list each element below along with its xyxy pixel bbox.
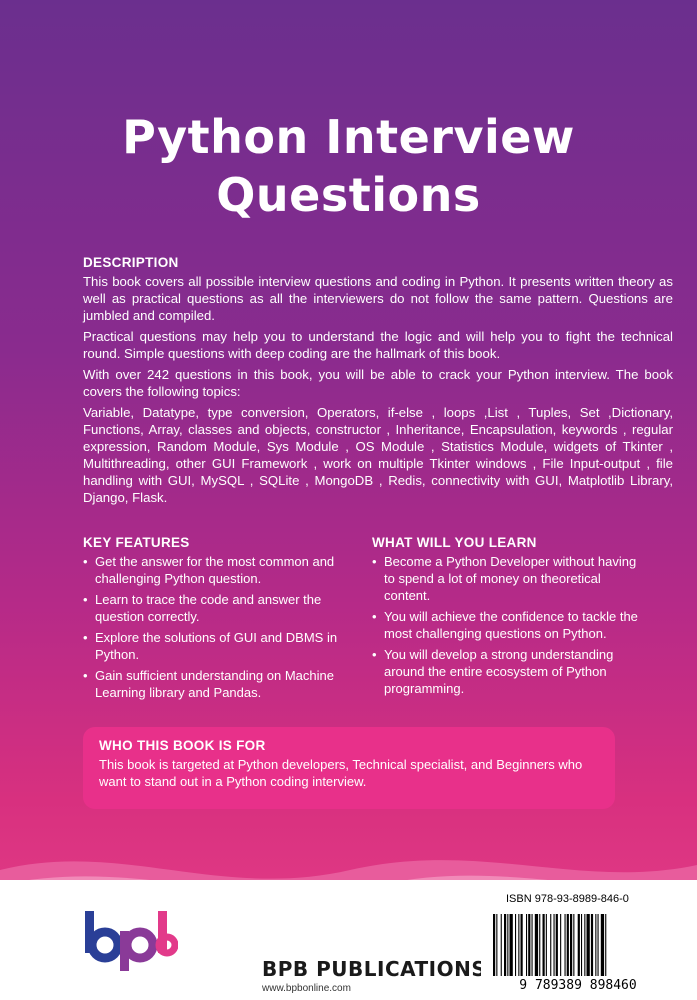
learn-heading: WHAT WILL YOU LEARN (372, 535, 537, 550)
barcode-bar (532, 914, 533, 976)
key-feature-item: • Learn to trace the code and answer the question correctly. (83, 591, 348, 625)
barcode-bar (578, 914, 580, 976)
barcode-bar (496, 914, 497, 976)
barcode-bar (560, 914, 561, 976)
barcode-bar (515, 914, 516, 976)
barcode-bar (521, 914, 523, 976)
barcode-digits: 9 789389 898460 (519, 978, 637, 992)
isbn-barcode (481, 910, 676, 992)
description-topics: Variable, Datatype, type conversion, Operators, if-else , loops ,List , Tuples, Set ,Dictionary, Functions, Array, classes and objects, constructor , Inheritance, Encapsulation, keywords , regular expression, Random Module, Sys Module , OS Module , Statistics Module, widgets of Tkinter , Multithreading, other GUI Framework , work on multiple Tkinter windows , File Input-output , file handling with GUI, MySQL , SQLite , MongoDB , Redis, connectivity with GUI, Matplotlib Library, Django, Flask. (83, 405, 673, 505)
learn-item: • Become a Python Developer without having to spend a lot of money on theoretical content. (372, 553, 642, 604)
learn-section (372, 534, 642, 701)
key-features-heading: KEY FEATURES (83, 535, 190, 550)
barcode-bar (546, 914, 547, 976)
barcode-bar (573, 914, 574, 976)
barcode-bar (556, 914, 558, 976)
barcode-bar (526, 914, 527, 976)
barcode-bar (554, 914, 555, 976)
key-features-section (83, 534, 348, 705)
key-feature-item: • Get the answer for the most common and challenging Python question. (83, 553, 348, 587)
barcode-bar (581, 914, 582, 976)
barcode-bar (584, 914, 585, 976)
key-feature-item: • Explore the solutions of GUI and DBMS in Python. (83, 629, 348, 663)
publisher-website: www.bpbonline.com (262, 983, 351, 994)
barcode-bar (601, 914, 604, 976)
barcode-bar (535, 914, 538, 976)
barcode-bar (510, 914, 513, 976)
barcode-bar (567, 914, 569, 976)
barcode-bar (550, 914, 551, 976)
bpb-logo-icon (83, 905, 178, 973)
audience-text: This book is targeted at Python developers, Technical specialist, and Beginners who want to stand out in a Python coding interview. (99, 757, 583, 789)
barcode-bar (587, 914, 590, 976)
title-line-2: Questions (216, 168, 481, 222)
barcode-bar (507, 914, 508, 976)
barcode-bar (539, 914, 540, 976)
description-paragraph-1: This book covers all possible interview questions and coding in Python. It presents written theory as well as practical questions as all the interviewers do not follow the same pattern. Questions are jumbled and compiled. (83, 274, 673, 323)
audience-box (83, 727, 615, 809)
description-paragraph-3: With over 242 questions in this book, you will be able to crack your Python interview. The book covers the following topics: (83, 367, 673, 399)
learn-list (372, 553, 642, 697)
key-feature-item: • Gain sufficient understanding on Machine Learning library and Pandas. (83, 667, 348, 701)
title-line-1: Python Interview (122, 110, 575, 164)
barcode-bar (591, 914, 593, 976)
book-title (0, 108, 697, 224)
barcode-bar (501, 914, 502, 976)
barcode-bar (504, 914, 506, 976)
barcode-bar (543, 914, 545, 976)
barcode-bar (605, 914, 606, 976)
learn-item: • You will develop a strong understanding around the entire ecosystem of Python programming. (372, 646, 642, 697)
barcode-bar (598, 914, 599, 976)
barcode-bar (570, 914, 572, 976)
barcode-bar (518, 914, 519, 976)
learn-item: • You will achieve the confidence to tackle the most challenging questions on Python. (372, 608, 642, 642)
barcode-bar (595, 914, 596, 976)
barcode-bar (493, 914, 495, 976)
description-paragraph-2: Practical questions may help you to understand the logic and will help you to fight the technical round. Simple questions with deep coding are the hallmark of this book. (83, 329, 673, 361)
barcode-bar (565, 914, 566, 976)
key-features-list (83, 553, 348, 701)
description-section (83, 254, 673, 512)
publisher-name: BPB PUBLICATIONS (262, 957, 487, 981)
description-heading: DESCRIPTION (83, 255, 179, 270)
audience-heading: WHO THIS BOOK IS FOR (99, 738, 266, 753)
isbn-label: ISBN 978-93-8989-846-0 (506, 893, 629, 905)
barcode-bar (528, 914, 530, 976)
